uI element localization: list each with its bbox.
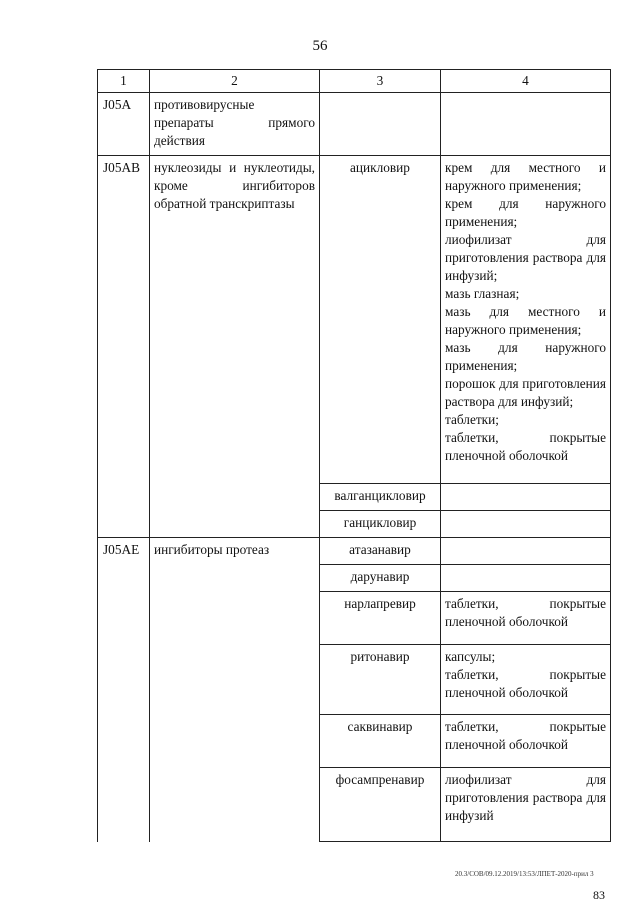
atc-code: J05AB [98,156,150,538]
dosage-form: мазь для наружного применения; [445,340,606,373]
table-header-row [98,70,611,93]
table-row [98,93,611,156]
dosage-forms [441,592,611,645]
dosage-form: таблетки, покрытые пленочной оболочкой [445,596,606,629]
inn-cell [320,93,441,156]
column-header-3: 3 [320,70,441,93]
document-stamp: 20.3/СОВ/09.12.2019/13:53/ЛПЕТ-2020-прил 3 [455,870,594,878]
inn-name: атазанавир [320,538,441,565]
inn-name: ганцикловир [320,511,441,538]
dosage-forms [441,156,611,484]
atc-group-name: нуклеозиды и нуклеотиды, кроме ингибиторов обратной транскриптазы [150,156,320,538]
dosage-form: таблетки; [445,412,499,427]
dosage-forms [441,715,611,768]
dosage-form: лиофилизат для приготовления раствора для инфузий [445,772,606,823]
atc-code: J05AE [98,538,150,842]
table-row [98,538,611,565]
dosage-forms [441,565,611,592]
dosage-form: таблетки, покрытые пленочной оболочкой [445,667,606,700]
atc-group-name: противовирусные препараты прямого действия [150,93,320,156]
drug-table [97,69,611,842]
dosage-forms [441,538,611,565]
inn-name: ацикловир [320,156,441,484]
footer-page-number: 83 [593,888,605,902]
column-header-4: 4 [441,70,611,93]
table-row [98,156,611,484]
dosage-form: лиофилизат для приготовления раствора для инфузий; [445,232,606,283]
dosage-form: капсулы; [445,649,496,664]
dosage-form-cell [441,93,611,156]
column-header-1: 1 [98,70,150,93]
atc-group-name: ингибиторы протеаз [150,538,320,842]
inn-name: нарлапревир [320,592,441,645]
atc-code: J05A [98,93,150,156]
inn-name: ритонавир [320,645,441,715]
inn-name: дарунавир [320,565,441,592]
dosage-form: крем для наружного применения; [445,196,606,229]
dosage-forms [441,768,611,842]
dosage-form: крем для местного и наружного применения; [445,160,606,193]
column-header-2: 2 [150,70,320,93]
dosage-forms [441,645,611,715]
dosage-form: порошок для приготовления раствора для инфузий; [445,376,606,409]
inn-name: фосампренавир [320,768,441,842]
dosage-form: мазь для местного и наружного применения; [445,304,606,337]
page-number: 56 [312,38,328,54]
dosage-forms [441,484,611,511]
dosage-form: таблетки, покрытые пленочной оболочкой [445,430,606,463]
inn-name: валганцикловир [320,484,441,511]
dosage-forms [441,511,611,538]
dosage-form: таблетки, покрытые пленочной оболочкой [445,719,606,752]
dosage-form: мазь глазная; [445,286,520,301]
inn-name: саквинавир [320,715,441,768]
